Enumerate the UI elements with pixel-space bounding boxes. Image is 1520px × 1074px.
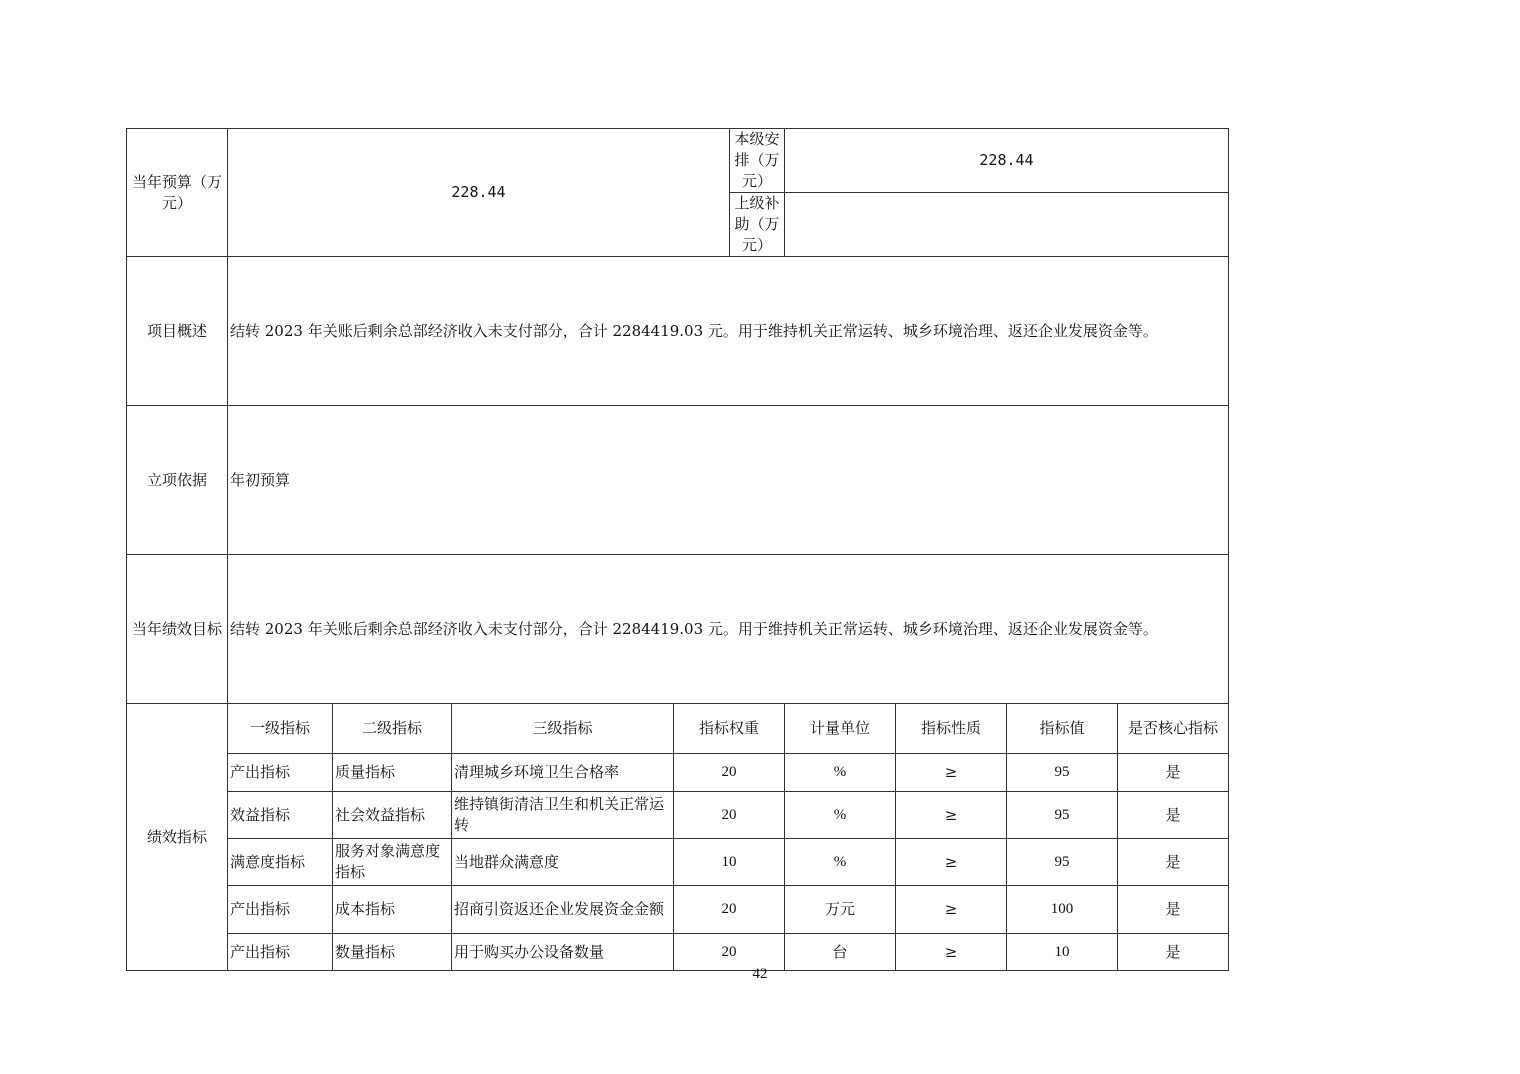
goal-text: 结转 2023 年关账后剩余总部经济收入未支付部分，合计 2284419.03 元。用于维持机关正常运转、城乡环境治理、返还企业发展资金等。 xyxy=(228,555,1229,704)
row-level1: 产出指标 xyxy=(228,754,333,792)
row-value: 95 xyxy=(1007,792,1118,839)
row-core: 是 xyxy=(1118,934,1229,971)
row-value: 100 xyxy=(1007,886,1118,934)
basis-label: 立项依据 xyxy=(127,406,228,555)
header-value: 指标值 xyxy=(1007,704,1118,754)
table-row xyxy=(127,792,1229,839)
row-level3: 清理城乡环境卫生合格率 xyxy=(452,754,674,792)
row-nature: ≥ xyxy=(896,839,1007,886)
row-value: 10 xyxy=(1007,934,1118,971)
row-level1: 满意度指标 xyxy=(228,839,333,886)
row-core: 是 xyxy=(1118,886,1229,934)
local-arrangement-value: 228.44 xyxy=(785,129,1229,193)
row-weight: 20 xyxy=(674,886,785,934)
row-unit: 台 xyxy=(785,934,896,971)
local-arrangement-label: 本级安排（万元） xyxy=(730,129,785,193)
row-core: 是 xyxy=(1118,839,1229,886)
row-nature: ≥ xyxy=(896,886,1007,934)
page-number: 42 xyxy=(752,966,768,982)
row-level3: 用于购买办公设备数量 xyxy=(452,934,674,971)
superior-subsidy-value xyxy=(785,193,1229,257)
header-level3: 三级指标 xyxy=(452,704,674,754)
row-nature: ≥ xyxy=(896,754,1007,792)
row-core: 是 xyxy=(1118,792,1229,839)
row-level2: 质量指标 xyxy=(333,754,452,792)
overview-text: 结转 2023 年关账后剩余总部经济收入未支付部分，合计 2284419.03 元。用于维持机关正常运转、城乡环境治理、返还企业发展资金等。 xyxy=(228,257,1229,406)
row-unit: % xyxy=(785,754,896,792)
row-unit: % xyxy=(785,792,896,839)
row-level1: 产出指标 xyxy=(228,934,333,971)
header-level2: 二级指标 xyxy=(333,704,452,754)
row-weight: 20 xyxy=(674,754,785,792)
overview-label: 项目概述 xyxy=(127,257,228,406)
basis-text: 年初预算 xyxy=(228,406,1229,555)
row-level1: 效益指标 xyxy=(228,792,333,839)
indicators-label: 绩效指标 xyxy=(127,704,228,971)
header-core: 是否核心指标 xyxy=(1118,704,1229,754)
row-level1: 产出指标 xyxy=(228,886,333,934)
row-value: 95 xyxy=(1007,754,1118,792)
table-row xyxy=(127,934,1229,971)
table-row xyxy=(127,886,1229,934)
budget-label: 当年预算（万元） xyxy=(127,129,228,257)
row-level3: 招商引资返还企业发展资金金额 xyxy=(452,886,674,934)
row-level2: 成本指标 xyxy=(333,886,452,934)
row-weight: 10 xyxy=(674,839,785,886)
header-level1: 一级指标 xyxy=(228,704,333,754)
row-level3: 维持镇街清洁卫生和机关正常运转 xyxy=(452,792,674,839)
row-value: 95 xyxy=(1007,839,1118,886)
header-nature: 指标性质 xyxy=(896,704,1007,754)
header-weight: 指标权重 xyxy=(674,704,785,754)
goal-label: 当年绩效目标 xyxy=(127,555,228,704)
row-unit: 万元 xyxy=(785,886,896,934)
table-row xyxy=(127,839,1229,886)
row-weight: 20 xyxy=(674,792,785,839)
row-weight: 20 xyxy=(674,934,785,971)
header-unit: 计量单位 xyxy=(785,704,896,754)
row-nature: ≥ xyxy=(896,934,1007,971)
project-table xyxy=(126,128,1229,971)
row-nature: ≥ xyxy=(896,792,1007,839)
table-row xyxy=(127,754,1229,792)
row-level2: 数量指标 xyxy=(333,934,452,971)
row-core: 是 xyxy=(1118,754,1229,792)
row-level2: 服务对象满意度指标 xyxy=(333,839,452,886)
row-level2: 社会效益指标 xyxy=(333,792,452,839)
superior-subsidy-label: 上级补助（万元） xyxy=(730,193,785,257)
row-level3: 当地群众满意度 xyxy=(452,839,674,886)
row-unit: % xyxy=(785,839,896,886)
budget-value: 228.44 xyxy=(228,129,730,257)
